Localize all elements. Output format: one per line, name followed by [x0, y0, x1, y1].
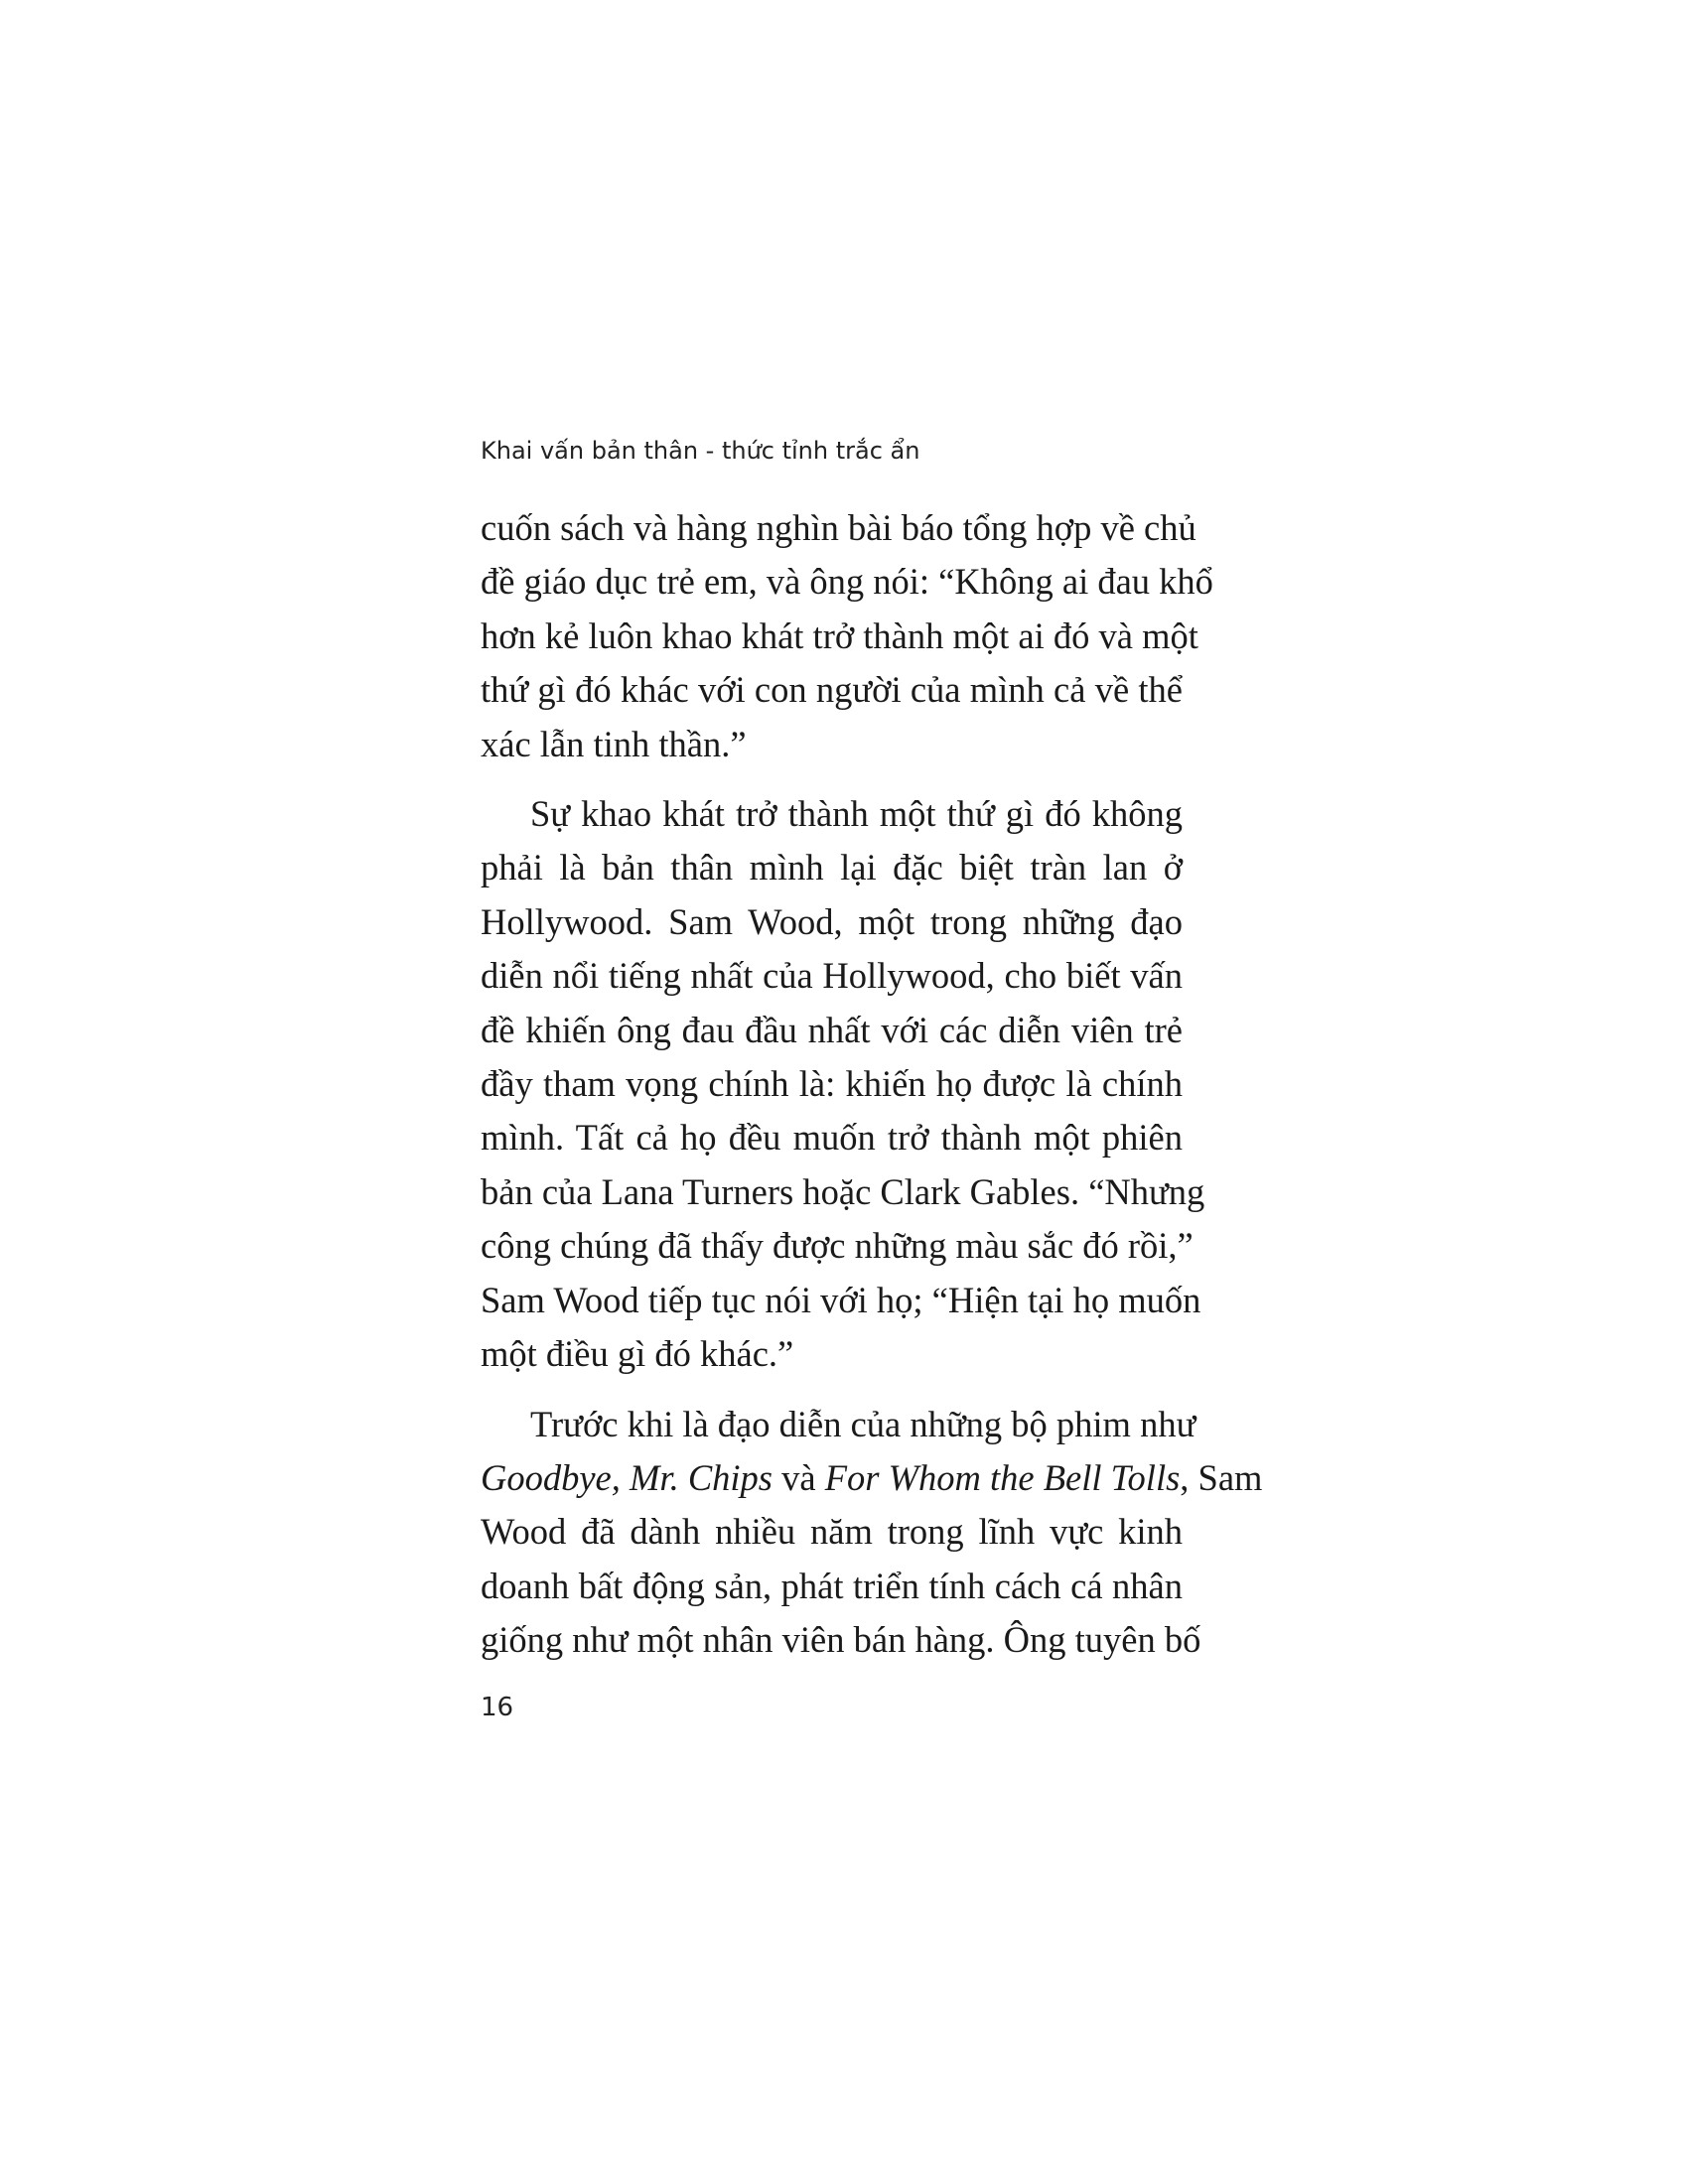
paragraph-3	[481, 1398, 1263, 1668]
text-line: một điều gì đó khác.”	[481, 1333, 794, 1375]
text-line-first	[481, 787, 1183, 841]
paragraph-1	[481, 501, 1213, 771]
text-line: đề khiến ông đau đầu nhất với các diễn viên trẻ	[481, 1009, 1183, 1050]
text-line-content: Trước khi là đạo diễn của những bộ phim như	[530, 1403, 1196, 1444]
text-line: xác lẫn tinh thần.”	[481, 723, 747, 764]
running-header: Khai vấn bản thân - thức tỉnh trắc ẩn	[481, 437, 920, 465]
text-line: doanh bất động sản, phát triển tính cách cá nhân	[481, 1565, 1183, 1606]
text-line-first	[481, 1398, 1196, 1451]
text-line: công chúng đã thấy được những màu sắc đó rồi,”	[481, 1225, 1194, 1267]
text-line: thứ gì đó khác với con người của mình cả về thể	[481, 669, 1183, 711]
line-tail: , Sam	[1180, 1456, 1263, 1498]
connector-text: và	[773, 1456, 825, 1498]
text-line: hơn kẻ luôn khao khát trở thành một ai đó và một	[481, 614, 1198, 656]
text-line: đề giáo dục trẻ em, và ông nói: “Không ai đau khổ	[481, 561, 1213, 603]
text-line: giống như một nhân viên bán hàng. Ông tuyên bố	[481, 1619, 1201, 1661]
page-number: 16	[481, 1693, 514, 1722]
body-text	[481, 501, 1263, 1668]
text-line: đầy tham vọng chính là: khiến họ được là chính	[481, 1063, 1183, 1105]
text-line: Hollywood. Sam Wood, một trong những đạo	[481, 900, 1183, 942]
text-line: diễn nổi tiếng nhất của Hollywood, cho biết vấn	[481, 955, 1183, 997]
film-title: Goodbye, Mr. Chips	[481, 1456, 774, 1498]
paragraph-2	[481, 787, 1205, 1381]
text-line: Sam Wood tiếp tục nói với họ; “Hiện tại họ muốn	[481, 1279, 1201, 1320]
text-line: Wood đã dành nhiều năm trong lĩnh vực kinh	[481, 1511, 1183, 1553]
text-line-with-titles	[481, 1451, 1263, 1505]
text-line: bản của Lana Turners hoặc Clark Gables. “Nhưng	[481, 1170, 1205, 1212]
text-line: cuốn sách và hàng nghìn bài báo tổng hợp về chủ	[481, 507, 1196, 548]
text-line: mình. Tất cả họ đều muốn trở thành một phiên	[481, 1117, 1183, 1159]
text-line-content: Sự khao khát trở thành một thứ gì đó không	[530, 793, 1183, 835]
text-line: phải là bản thân mình lại đặc biệt tràn lan ở	[481, 847, 1183, 888]
film-title: For Whom the Bell Tolls	[824, 1456, 1181, 1498]
